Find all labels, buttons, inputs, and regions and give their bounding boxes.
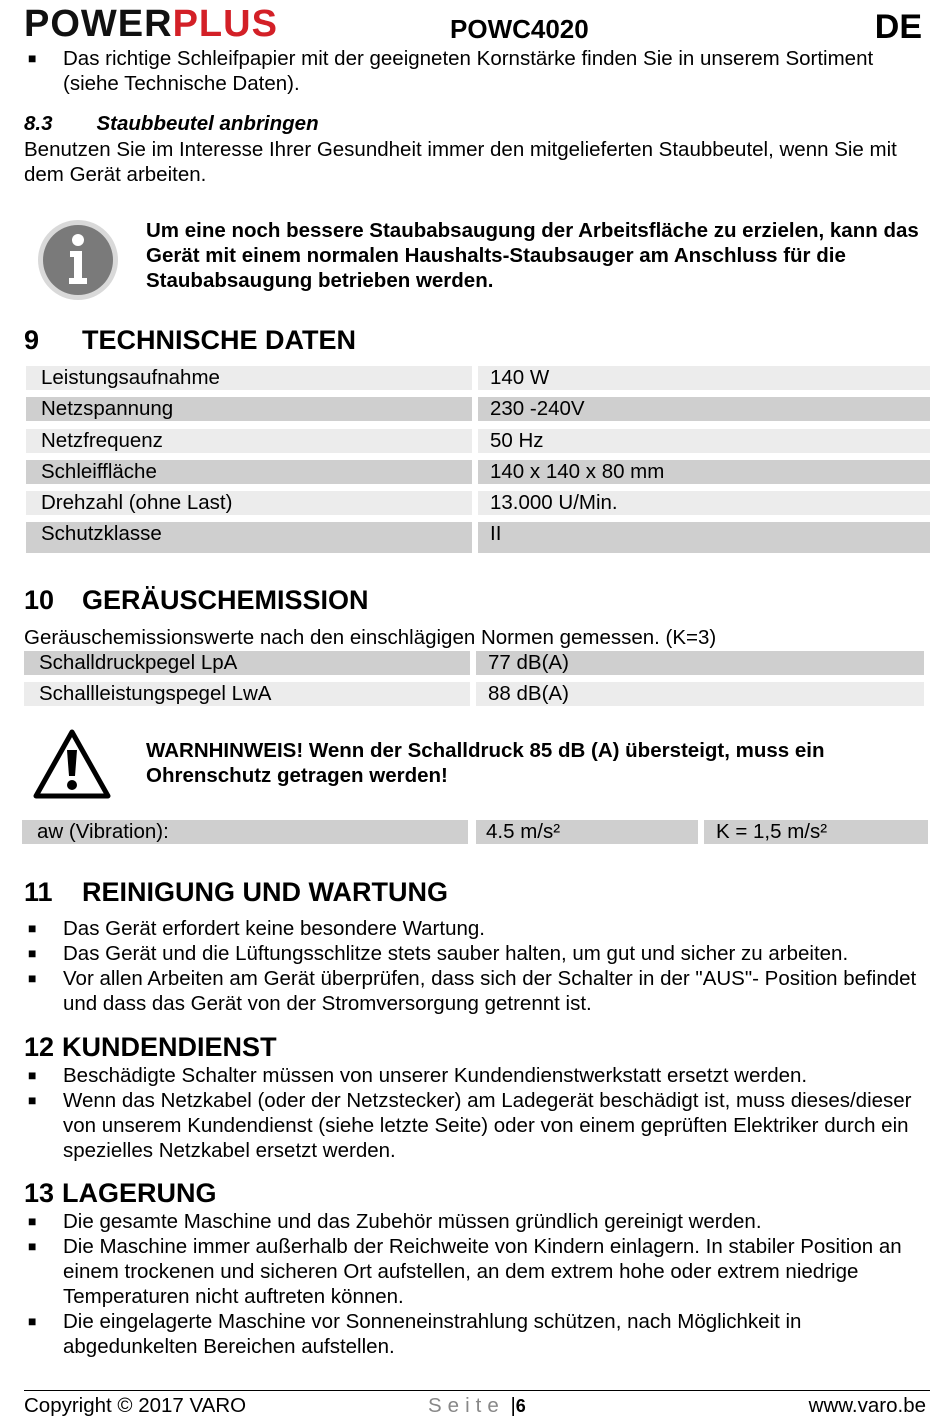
table-cell-value: II [478, 522, 930, 553]
table-cell-label: Schallleistungspegel LwA [24, 682, 470, 706]
footer-page-number: 6 [515, 1396, 526, 1416]
table-row [24, 651, 924, 675]
footer-page [428, 1394, 526, 1418]
brand-logo [24, 4, 278, 44]
list-item-text: Die Maschine immer außerhalb der Reichweite von Kindern einlagern. In stabiler Position an einem trockenen und sicheren Ort aufstellen, an dem extrem hohe oder extrem niedrige Temperaturen nicht auftreten können. [63, 1235, 902, 1308]
table-row [26, 491, 930, 515]
list-item [24, 966, 924, 1016]
section-title: Staubbeutel anbringen [96, 112, 319, 135]
section-number: 11 [24, 877, 53, 907]
table-cell-label: Schalldruckpegel LpA [24, 651, 470, 675]
bullet-icon: ■ [28, 920, 37, 936]
section-12-bullet-list [24, 1063, 924, 1163]
list-item-text: Das richtige Schleifpapier mit der geeigneten Kornstärke finden Sie in unserem Sortiment (siehe Technische Daten). [63, 47, 874, 95]
list-item [24, 916, 924, 941]
bullet-icon: ■ [28, 50, 37, 66]
list-item-text: Beschädigte Schalter müssen von unserer Kundendienstwerkstatt ersetzt werden. [63, 1064, 808, 1087]
table-cell-label: Netzfrequenz [26, 429, 472, 453]
table-cell-value: 50 Hz [478, 429, 930, 453]
section-title: TECHNISCHE DATEN [82, 325, 357, 355]
table-cell-label: Leistungsaufnahme [26, 366, 472, 390]
table-cell-label: Netzspannung [26, 397, 472, 421]
section-13-bullet-list [24, 1209, 924, 1359]
list-item-text: Das Gerät erfordert keine besondere Wartung. [63, 917, 485, 940]
language-code: DE [874, 8, 922, 46]
list-item [24, 1309, 924, 1359]
bullet-icon: ■ [28, 1092, 37, 1108]
bullet-icon: ■ [28, 1313, 37, 1329]
info-note-text: Um eine noch bessere Staubabsaugung der Arbeitsfläche zu erzielen, kann das Gerät mit einem normalen Haushalts-Staubsauger am Anschluss für die Staubabsaugung betrieben werden. [146, 219, 919, 292]
list-item-text: Wenn das Netzkabel (oder der Netzstecker) am Ladegerät beschädigt ist, muss dieses/dieser von unserem Kundendienst (siehe letzte Seite) oder von einem geprüften Elektriker durch ein spezielles Netzkabel ersetzt werden. [63, 1089, 912, 1162]
vibration-row [22, 820, 928, 844]
bullet-icon: ■ [28, 1213, 37, 1229]
list-item-text: Die eingelagerte Maschine vor Sonneneinstrahlung schützen, nach Möglichkeit in abgedunkelten Bereichen aufstellen. [63, 1310, 802, 1358]
list-item-text: Die gesamte Maschine und das Zubehör müssen gründlich gereinigt werden. [63, 1210, 762, 1233]
list-item [24, 1063, 924, 1088]
list-item [24, 1234, 924, 1309]
table-cell-value: 88 dB(A) [476, 682, 924, 706]
table-cell-label: Drehzahl (ohne Last) [26, 491, 472, 515]
table-cell-label: Schutzklasse [26, 522, 472, 553]
list-item-text: Vor allen Arbeiten am Gerät überprüfen, dass sich der Schalter in der "AUS"- Position befindet und dass das Gerät von der Stromversorgung getrennt ist. [63, 967, 917, 1015]
bullet-icon: ■ [28, 970, 37, 986]
section-title: LAGERUNG [62, 1178, 217, 1208]
table-row [26, 429, 930, 453]
warning-text: WARNHINWEIS! Wenn der Schalldruck 85 dB (A) übersteigt, muss ein Ohrenschutz getragen werden! [146, 739, 825, 787]
list-item-text: Das Gerät und die Lüftungsschlitze stets sauber halten, um gut und sicher zu arbeiten. [63, 942, 849, 965]
bullet-icon: ■ [28, 1067, 37, 1083]
table-cell-value: 13.000 U/Min. [478, 491, 930, 515]
section-12-heading [24, 1031, 277, 1063]
section-title: GERÄUSCHEMISSION [82, 585, 369, 615]
section-8-3-heading [24, 112, 319, 136]
list-item [24, 1088, 924, 1163]
table-cell-value: 140 x 140 x 80 mm [478, 460, 930, 484]
table-row [24, 682, 924, 706]
vibration-value: 4.5 m/s² [476, 820, 698, 844]
vibration-k-value: K = 1,5 m/s² [704, 820, 928, 844]
table-row [26, 522, 930, 553]
table-row [26, 397, 930, 421]
section-number: 10 [24, 585, 55, 615]
table-row [26, 366, 930, 390]
info-icon [36, 218, 120, 302]
brand-logo-part1: POWER [24, 3, 173, 45]
section-title: KUNDENDIENST [62, 1032, 277, 1062]
section-9-heading [24, 324, 356, 356]
section-8-3-text: Benutzen Sie im Interesse Ihrer Gesundheit immer den mitgelieferten Staubbeutel, wenn Sie mit dem Gerät arbeiten. [24, 138, 897, 186]
section-number: 8.3 [24, 112, 53, 135]
footer-page-label: Seite [428, 1394, 505, 1417]
warning-icon [32, 728, 112, 800]
table-row [26, 460, 930, 484]
section-number: 13 [24, 1178, 55, 1208]
list-item [24, 46, 924, 96]
table-cell-value: 140 W [478, 366, 930, 390]
section-number: 12 [24, 1032, 55, 1062]
section-13-heading [24, 1177, 217, 1209]
table-cell-value: 230 -240V [478, 397, 930, 421]
section-11-bullet-list [24, 916, 924, 1016]
footer-copyright: Copyright © 2017 VARO [24, 1394, 247, 1417]
table-cell-value: 77 dB(A) [476, 651, 924, 675]
footer-divider [24, 1390, 930, 1391]
section-11-heading [24, 876, 448, 908]
intro-bullet-list [24, 46, 924, 96]
vibration-label: aw (Vibration): [22, 820, 468, 844]
list-item [24, 1209, 924, 1234]
model-number: POWC4020 [450, 14, 589, 44]
bullet-icon: ■ [28, 1238, 37, 1254]
table-cell-label: Schleiffläche [26, 460, 472, 484]
section-number: 9 [24, 325, 40, 355]
bullet-icon: ■ [28, 945, 37, 961]
noise-intro-text: Geräuschemissionswerte nach den einschlägigen Normen gemessen. (K=3) [24, 626, 717, 649]
section-10-heading [24, 584, 369, 616]
list-item [24, 941, 924, 966]
brand-logo-part2: PLUS [172, 3, 278, 45]
footer-website[interactable]: www.varo.be [808, 1394, 926, 1417]
section-title: REINIGUNG UND WARTUNG [82, 877, 448, 907]
footer-page-separator: | [510, 1394, 516, 1417]
